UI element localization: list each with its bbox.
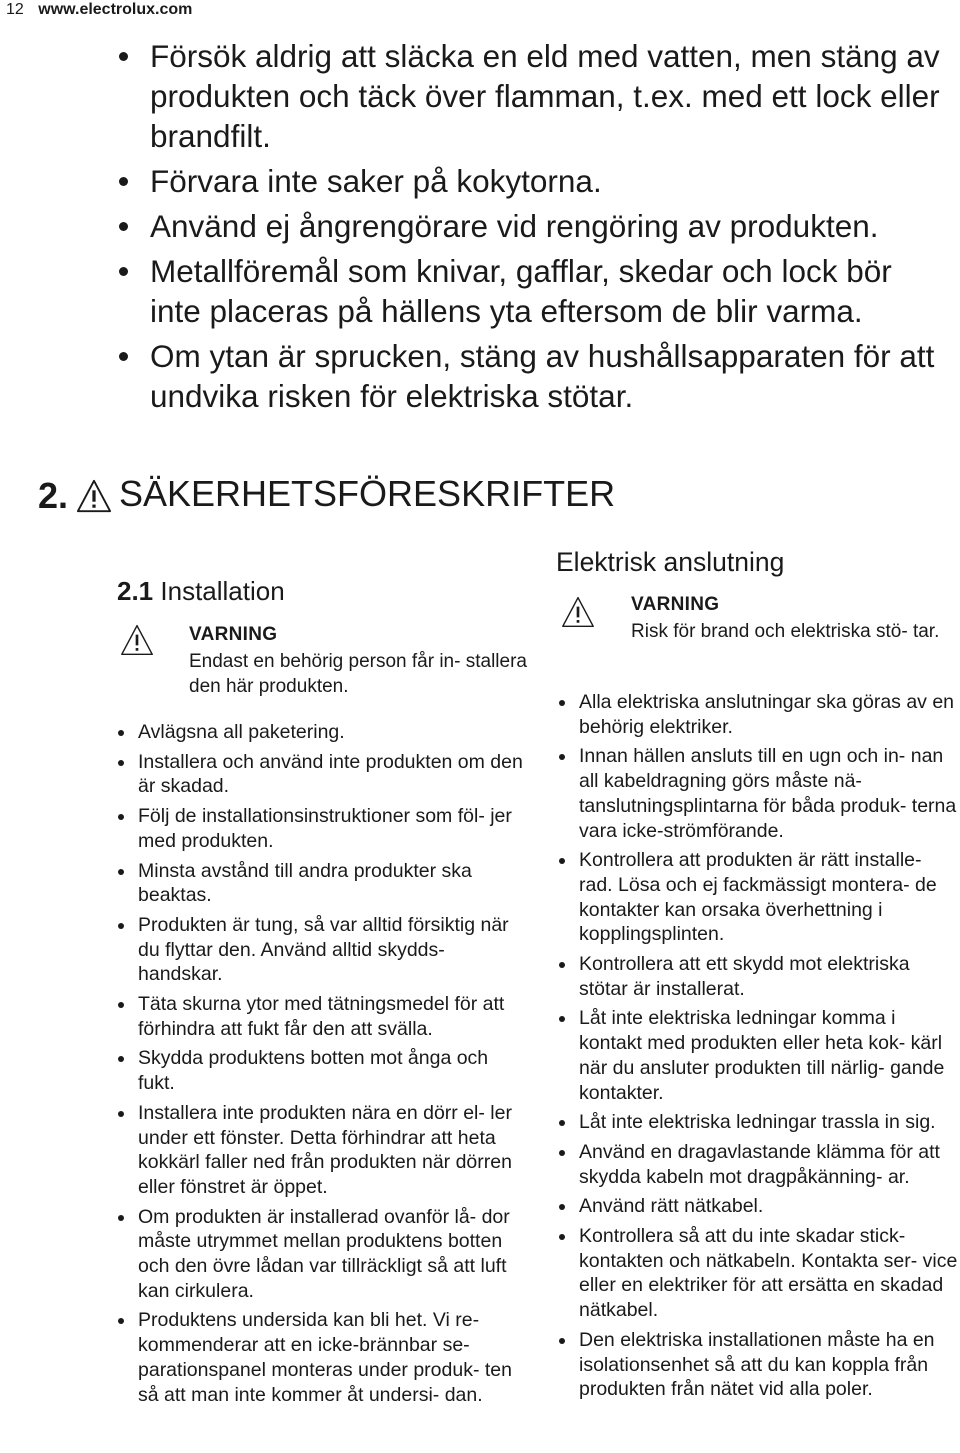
electrical-title: Elektrisk anslutning: [556, 547, 785, 577]
list-item: Metallföremål som knivar, gafflar, skedar och lock bör inte placeras på hällens yta eftersom de blir varma.: [150, 251, 950, 331]
list-item: Försök aldrig att släcka en eld med vatten, men stäng av produkten och täck över flamman, t.ex. med ett lock eller brandfilt.: [150, 36, 950, 156]
list-item: Produkten är tung, så var alltid försiktig när du flyttar den. Använd alltid skydds- handskar.: [138, 913, 523, 987]
installation-list: [138, 720, 523, 1412]
page-number: 12: [6, 1, 24, 18]
list-item: Minsta avstånd till andra produkter ska beaktas.: [138, 859, 523, 908]
section-number: 2.: [38, 475, 69, 516]
list-item: Om ytan är sprucken, stäng av hushållsapparaten för att undvika risken för elektriska stötar.: [150, 336, 950, 416]
list-item: Låt inte elektriska ledningar komma i kontakt med produkten eller heta kok- kärl när du ansluter produkten till närlig- gande kontakter.: [579, 1006, 959, 1105]
list-item: Alla elektriska anslutningar ska göras av en behörig elektriker.: [579, 690, 959, 739]
warning-icon: [119, 623, 155, 657]
electrical-list: [579, 690, 959, 1407]
warning-label: VARNING: [189, 624, 278, 645]
list-item: Följ de installationsinstruktioner som föl- jer med produkten.: [138, 804, 523, 853]
installation-title: [117, 576, 285, 607]
header-url[interactable]: www.electrolux.com: [38, 1, 193, 18]
warning-icon: [560, 595, 596, 629]
list-item: Använd en dragavlastande klämma för att skydda kabeln mot dragpåkänning- ar.: [579, 1140, 959, 1189]
list-item: Använd rätt nätkabel.: [579, 1194, 959, 1219]
list-item: Produktens undersida kan bli het. Vi re- kommenderar att en icke-brännbar se- parationspanel monteras under produk- ten så att man inte kommer åt undersi- dan.: [138, 1308, 523, 1407]
warning-text: Endast en behörig person får in- stallera den här produkten.: [189, 651, 527, 697]
list-item: Innan hällen ansluts till en ugn och in- nan all kabeldragning görs måste nä- tanslutningsplintarna för båda produk- terna vara icke-strömförande.: [579, 744, 959, 843]
list-item: Kontrollera att produkten är rätt installe- rad. Lösa och ej fackmässigt montera- de kontakter kan orsaka överhettning i kopplingsplinten.: [579, 848, 959, 947]
list-item: Skydda produktens botten mot ånga och fukt.: [138, 1046, 523, 1095]
warning-label: VARNING: [631, 594, 720, 615]
list-item: Täta skurna ytor med tätningsmedel för att förhindra att fukt får den att svälla.: [138, 992, 523, 1041]
list-item: Den elektriska installationen måste ha en isolationsenhet så att du kan koppla från produkten från nätet vid alla poler.: [579, 1328, 959, 1402]
warning-text: Risk för brand och elektriska stö- tar.: [631, 621, 940, 642]
installation-title-text: Installation: [160, 576, 285, 606]
list-item: Förvara inte saker på kokytorna.: [150, 161, 950, 201]
list-item: Använd ej ångrengörare vid rengöring av produkten.: [150, 206, 950, 246]
list-item: Kontrollera att ett skydd mot elektriska stötar är installerat.: [579, 952, 959, 1001]
warning-triangle-icon: [75, 478, 113, 514]
list-item: Kontrollera så att du inte skadar stick- kontakten och nätkabeln. Kontakta ser- vice eller en elektriker för att ersätta en skadad nätkabel.: [579, 1225, 958, 1322]
list-item: Om produkten är installerad ovanför lå- dor måste utrymmet mellan produktens botten och den övre lådan var tillräckligt så att luft kan cirkulera.: [138, 1205, 523, 1304]
list-item: Installera och använd inte produkten om den är skadad.: [138, 750, 523, 798]
list-item: Installera inte produkten nära en dörr el- ler under ett fönster. Detta förhindrar att heta kokkärl faller ned från produkten när dörren eller fönstret är öppet.: [138, 1101, 523, 1200]
list-item: Avlägsna all paketering.: [138, 720, 523, 745]
page-header: [6, 1, 192, 19]
section-title: SÄKERHETSFÖRESKRIFTER: [119, 473, 616, 514]
list-item: Låt inte elektriska ledningar trassla in sig.: [579, 1110, 959, 1135]
installation-number: 2.1: [117, 576, 154, 606]
top-bullet-list: [150, 36, 950, 421]
